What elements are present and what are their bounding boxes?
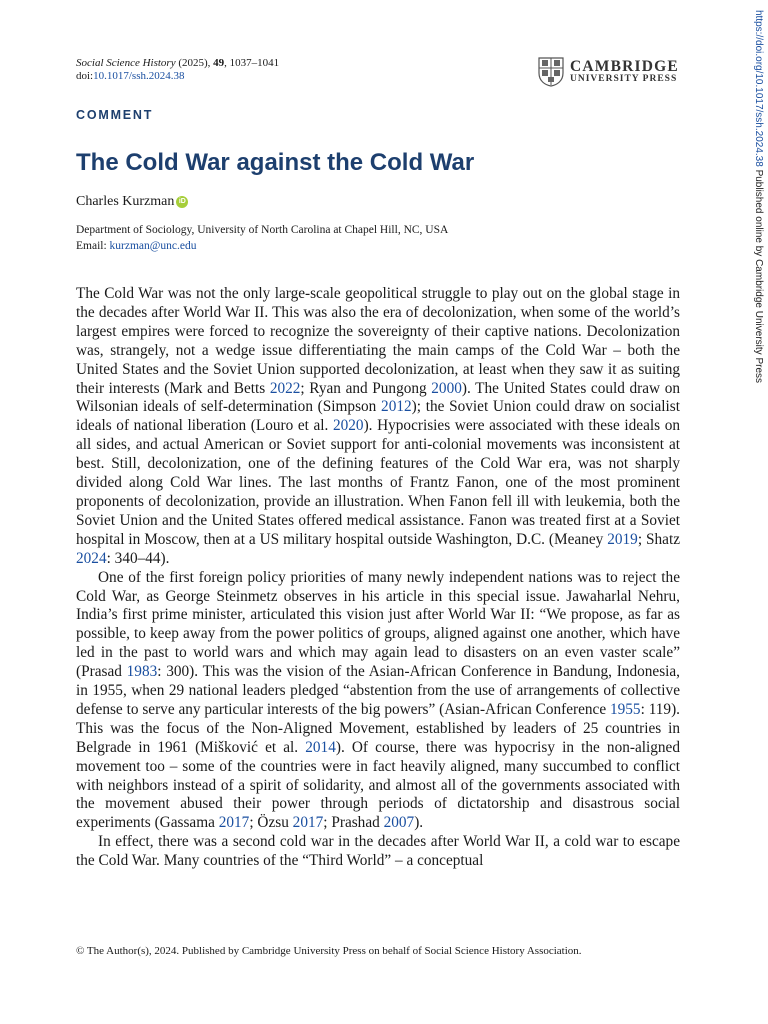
citation-link[interactable]: 2019 [607,530,638,548]
citation-link[interactable]: 2022 [269,379,301,397]
text-run: ); the Soviet Union could draw on socialist ideals of national liberation (Louro et al. [76,398,680,435]
article-body [76,285,680,871]
citation-link[interactable]: 2012 [381,398,412,416]
doi-line [76,70,279,83]
text-run: ). Of course, there was hypocrisy in the non-aligned movement too – some of the countries were in fact heavily aligned, many succumbed to conflict with neighbors instead of a spirit of solidarity, and almost all of the governments associated with the movement abused their power through periods of dictatorship and disastrous social experiments (Gassama [76,738,680,832]
journal-citation [76,57,279,83]
text-run: ). [414,814,424,832]
affiliation-email-line [76,238,448,254]
author-line [76,194,188,210]
text-run: ; Prashad [323,814,384,832]
paragraph-3: In effect, there was a second cold war in the decades after World War II, a cold war to escape the Cold War. Many countries of the “Third World” – a conceptual [76,833,680,870]
side-note-text [752,10,764,383]
text-run: ). The United States could draw on Wilsonian ideals of self-determination (Simpson [76,379,680,416]
text-run: : 300). This was the vision of the Asian-African Conference in Bandung, Indonesia, in 1955, when 29 national leaders pledged “abstention from the use of arrangements of collective defense to serve any particular interests of the big powers” (Asian-African Conference [76,663,681,718]
article-title: The Cold War against the Cold War [76,149,475,176]
email-link[interactable]: kurzman@unc.edu [109,240,197,252]
email-label: Email: [76,240,110,252]
side-note [752,10,764,410]
doi-link[interactable]: 10.1017/ssh.2024.38 [93,70,185,82]
paragraph-2 [76,569,680,834]
text-run: ; Özsu [249,814,293,832]
paragraph-1 [76,285,680,569]
citation-link[interactable]: 2024 [76,549,107,567]
text-run: : 340–44). [106,549,170,567]
journal-pages: , 1037–1041 [224,57,280,69]
text-run: ; Shatz [637,530,680,548]
orcid-icon[interactable]: iD [176,196,188,208]
journal-name: Social Science History [76,57,176,69]
citation-link[interactable]: 2007 [383,814,415,832]
side-doi-link[interactable]: https://doi.org/10.1017/ssh.2024.38 [753,10,764,167]
publisher-subname: UNIVERSITY PRESS [570,74,678,84]
journal-line [76,57,279,70]
section-label: COMMENT [76,108,154,122]
citation-link[interactable]: 2020 [332,417,364,435]
journal-year: (2025), [175,57,214,69]
publisher-logo [538,57,679,87]
side-published-text: Published online by Cambridge University Press [753,166,764,384]
text-run: ; Ryan and Pungong [300,379,432,397]
publisher-name: CAMBRIDGE [570,58,679,75]
journal-volume: 49 [213,57,225,69]
citation-link[interactable]: 1983 [126,663,158,681]
affiliation-block [76,222,448,254]
text-run: One of the first foreign policy priorities of many newly independent nations was to reject the Cold War, as George Steinmetz observes in his article in this special issue. Jawaharlal Nehru, India’s first prime minister, articulated this vision just after World War II: “We propose, as far as possible, to keep away from the power politics of groups, aligned against one another, which have led in the past to world wars and which may again lead to disasters on an even vaster scale” (Prasad [76,568,680,681]
doi-label: doi: [76,70,94,82]
author-name: Charles Kurzman [76,194,175,209]
text-run: : 119). This was the focus of the Non-Aligned Movement, established by leaders of 25 countries in Belgrade in 1961 (Mišković et al. [76,700,680,756]
text-run: ). Hypocrisies were associated with these ideals on all sides, and actual American or Soviet support for anti-colonial movements was inconsistent at best. Still, decolonization, one of the defining features of the Cold War era, was not sharply divided along Cold War lines. The last months of Frantz Fanon, one of the most prominent proponents of decolonization, provide an illustration. When Fanon fell ill with leukemia, both the Soviet Union and the United States offered medical assistance. Fanon was treated first at a Soviet hospital in Moscow, then at a US military hospital outside Washington, D.C. (Meaney [76,417,680,548]
citation-link[interactable]: 2017 [218,814,250,832]
citation-link[interactable]: 2014 [305,738,336,756]
shield-crest-icon [538,57,564,87]
citation-link[interactable]: 1955 [609,700,641,718]
text-run: The Cold War was not the only large-scale geopolitical struggle to play out on the global stage in the decades after World War II. This was also the era of decolonization, when some of the world’s largest empires were forced to recognize the sovereignty of their captive nations. Decolonization was, strangely, not a wedge issue differentiating the main camps of the Cold War – both the United States and the Soviet Union supported decolonization, at least when they saw it as suiting their interests (Mark and Betts [76,285,680,397]
citation-link[interactable]: 2000 [431,379,462,397]
citation-link[interactable]: 2017 [292,814,324,832]
copyright-footer: © The Author(s), 2024. Published by Cambridge University Press on behalf of Social Science History Association. [76,945,582,957]
affiliation-department: Department of Sociology, University of North Carolina at Chapel Hill, NC, USA [76,224,449,236]
